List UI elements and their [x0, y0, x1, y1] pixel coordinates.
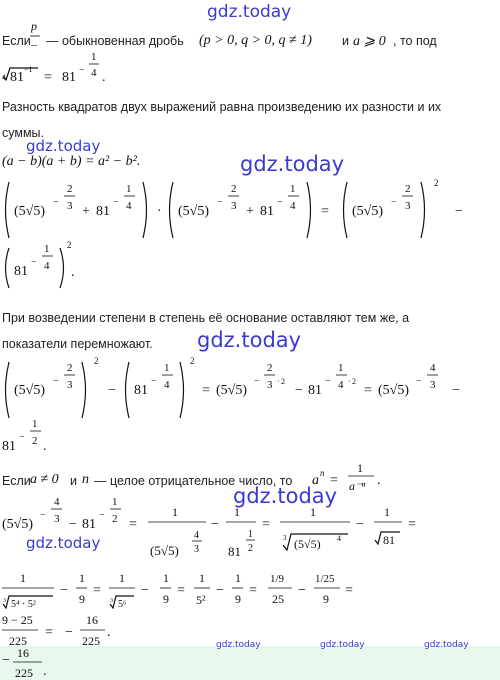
line1-start: Если [2, 34, 31, 48]
sq-1: 2 [434, 178, 439, 188]
paren-open-5 [6, 362, 10, 418]
exp-num-15: 1 [112, 496, 118, 508]
para4-cond: a ≠ 0 [30, 472, 59, 487]
minus-exp-14: − [40, 510, 46, 521]
exp-num-11: 1 [338, 362, 344, 374]
paren-open-4 [6, 248, 10, 288]
period-6: . [43, 664, 47, 679]
watermark-left-1: gdz.today [26, 137, 101, 155]
exp-den-6: 3 [405, 200, 411, 212]
minus-exp-10: − [254, 376, 260, 387]
minus-exp-9: − [151, 376, 157, 387]
f2-exp-num: 1 [248, 529, 253, 540]
minus-exp-7: − [31, 257, 37, 268]
para3-line2: показатели перемножают. [2, 337, 153, 351]
exp-num-2: 2 [67, 183, 73, 195]
minus-10: − [216, 583, 224, 598]
period-3: . [43, 439, 47, 454]
exp-num-12: 4 [430, 362, 436, 374]
para4-start: Если [2, 474, 31, 488]
base81-3: 81 [260, 204, 274, 219]
eq-9: = [93, 583, 101, 598]
f2-exp-den: 2 [248, 543, 253, 554]
g5-den: 5² [196, 593, 206, 607]
f1-exp-den: 3 [194, 544, 199, 555]
base81-8: 81 [82, 517, 96, 532]
minus-exp-5: − [277, 197, 283, 208]
final-num: 16 [17, 646, 29, 660]
eq-4: = [364, 383, 372, 398]
paren-close-1 [143, 182, 147, 238]
minus-exp-4: − [217, 197, 223, 208]
h2-den: 225 [82, 634, 100, 648]
eq-12: = [345, 583, 353, 598]
f1-exp-num: 4 [194, 530, 199, 541]
f3-root-index: 3 [283, 534, 287, 542]
exp-num-9: 1 [164, 362, 170, 374]
g5-num: 1 [199, 571, 205, 585]
base-5s5-3: (5√5) [352, 204, 384, 219]
line1-a: a ⩾ 0 [353, 34, 386, 49]
base81-5: 81 [134, 383, 148, 398]
minus-exp-13: − [19, 432, 25, 443]
watermark-footer-2: gdz.today [320, 640, 365, 650]
h1-num: 9 − 25 [2, 613, 33, 627]
period-2: . [71, 265, 75, 280]
eq-7: = [262, 517, 270, 532]
eq-10: = [177, 583, 185, 598]
identity-formula: (a − b)(a + b) = a² − b². [2, 154, 141, 169]
exp-mul-2: · [348, 377, 351, 386]
base-5s5-7: (5√5) [2, 517, 34, 532]
watermark-footer-3: gdz.today [424, 640, 469, 650]
watermark-footer-1: gdz.today [216, 640, 261, 650]
inv-one: 1 [357, 461, 363, 475]
exp-den-12: 3 [430, 379, 436, 391]
exp-num-4: 2 [231, 183, 237, 195]
root-index: 4 [2, 73, 6, 82]
exp-den-9: 4 [164, 379, 170, 391]
minus-exp-8: − [53, 376, 59, 387]
g7-num: 1/9 [270, 573, 285, 585]
line1-cond: (p > 0, q > 0, q ≠ 1) [199, 33, 312, 48]
base-5s5-1: (5√5) [14, 204, 46, 219]
minus-11: − [298, 583, 306, 598]
g8-num: 1/25 [315, 573, 335, 585]
root-exp: −1 [24, 65, 33, 74]
minus-4: − [452, 383, 460, 398]
inv-a: a [312, 473, 319, 488]
minus-exp-2: − [53, 197, 59, 208]
exp-num-5: 1 [290, 183, 296, 195]
paren-close-3 [421, 182, 425, 238]
g1-expr: 5⁴ · 5² [11, 599, 36, 610]
minus-exp-15: − [99, 510, 105, 521]
f1-num: 1 [172, 505, 178, 519]
f2-base: 81 [228, 544, 241, 559]
f4-num: 1 [384, 505, 390, 519]
para4-mid: — целое отрицательное число, то [94, 474, 293, 488]
watermark-left-2: gdz.today [26, 534, 101, 552]
eq-5: = [330, 473, 338, 488]
g3-num: 1 [119, 571, 125, 585]
paren-open-1 [6, 182, 10, 238]
exp-num-3: 1 [126, 183, 132, 195]
exp-den-3: 4 [126, 200, 132, 212]
frac-p: p [31, 19, 37, 33]
g6-num: 1 [235, 571, 241, 585]
minus-exp-1: − [79, 65, 85, 76]
exp-mul-val-2: 2 [352, 377, 356, 386]
g6-den: 9 [235, 592, 241, 606]
exp-den-11: 4 [338, 379, 344, 391]
base81-2: 81 [96, 204, 110, 219]
exp-den-13: 2 [32, 435, 38, 447]
period-1: . [102, 70, 106, 85]
watermark-center-3: gdz.today [233, 484, 338, 508]
sq-4: 2 [190, 356, 195, 366]
g8-den: 9 [323, 592, 329, 606]
base81-6: 81 [308, 383, 322, 398]
minus-3: − [295, 383, 303, 398]
exp-den-5: 4 [290, 200, 296, 212]
base81-1: 81 [62, 70, 76, 85]
minus-exp-11: − [325, 376, 331, 387]
eq-11: = [249, 583, 257, 598]
inv-n: n [320, 468, 325, 478]
base-5s5-2: (5√5) [178, 204, 210, 219]
paren-open-6 [126, 362, 130, 418]
inv-den: a⁻ⁿ [349, 479, 366, 493]
period-4: . [377, 473, 381, 488]
g4-den: 9 [163, 592, 169, 606]
paren-open-2 [170, 182, 174, 238]
eq-6: = [129, 517, 137, 532]
exp-den-2: 3 [67, 200, 73, 212]
para3-line1: При возведении степени в степень её основание оставляют тем же, а [2, 311, 410, 325]
f3-exp: 4 [337, 534, 341, 543]
h1-den: 225 [9, 634, 27, 648]
paren-open-3 [344, 182, 348, 238]
g3-root-index: 3 [110, 598, 113, 604]
watermark-center-2: gdz.today [197, 328, 302, 352]
exp-num-1: 1 [91, 51, 97, 63]
minus-1: − [455, 204, 463, 219]
dot-1: · [157, 204, 162, 219]
base-5s5-4: (5√5) [14, 383, 46, 398]
root-expr: 81 [10, 70, 24, 85]
base81-7: 81 [2, 439, 16, 454]
exp-den-10: 3 [267, 379, 273, 391]
g4-num: 1 [163, 571, 169, 585]
eq-3: = [202, 383, 210, 398]
plus-2: + [246, 204, 254, 219]
line1-and: и [342, 34, 349, 48]
g2-num: 1 [79, 571, 85, 585]
minus-9: − [141, 583, 149, 598]
minus-7: − [356, 517, 364, 532]
f3-num: 1 [310, 505, 316, 519]
paren-close-2 [307, 182, 311, 238]
minus-2: − [108, 383, 116, 398]
sq-3: 2 [94, 356, 99, 366]
paren-close-6 [180, 362, 184, 418]
exp-den-15: 2 [112, 513, 118, 525]
paren-close-4 [60, 248, 64, 288]
f2-num: 1 [234, 505, 240, 519]
plus-1: + [82, 204, 90, 219]
f3-base: (5√5) [294, 537, 321, 551]
line1-end: , то под [393, 34, 437, 48]
para4-and: и [70, 474, 77, 488]
g1-root-index: 3 [3, 598, 6, 604]
eq-13: = [45, 625, 53, 640]
minus-5: − [69, 517, 77, 532]
exp-num-7: 1 [44, 243, 50, 255]
exp-num-14: 4 [54, 496, 60, 508]
minus-exp-6: − [391, 197, 397, 208]
exp-num-13: 1 [32, 418, 38, 430]
minus-exp-12: − [416, 376, 422, 387]
f1-base: (5√5) [150, 543, 179, 558]
minus-12: − [65, 625, 73, 640]
exp-num-10: 2 [267, 362, 273, 374]
frac-q: – [31, 37, 37, 51]
paren-close-5 [82, 362, 86, 418]
base-5s5-5: (5√5) [216, 383, 248, 398]
exp-mul-val-1: 2 [281, 377, 285, 386]
minus-6: − [211, 517, 219, 532]
minus-8: − [60, 583, 68, 598]
minus-exp-3: − [113, 197, 119, 208]
para2-line2: суммы. [2, 126, 45, 140]
exp-num-6: 2 [405, 183, 411, 195]
g1-num: 1 [20, 571, 26, 585]
h2-num: 16 [86, 613, 98, 627]
period-5: . [107, 625, 111, 640]
g2-den: 9 [79, 592, 85, 606]
base81-4: 81 [14, 264, 28, 279]
minus-13: − [2, 653, 10, 668]
para2-line1: Разность квадратов двух выражений равна произведению их разности и их [2, 100, 442, 114]
g3-expr: 5⁶ [118, 599, 127, 610]
final-den: 225 [15, 666, 33, 680]
watermark-center-1: gdz.today [240, 152, 345, 176]
exp-den-7: 4 [44, 260, 50, 272]
sq-2: 2 [67, 240, 72, 250]
exp-mul-1: · [277, 377, 280, 386]
eq-2: = [321, 204, 329, 219]
line1-mid: — обыкновенная дробь [46, 34, 184, 48]
eq-8: = [408, 517, 416, 532]
g7-den: 25 [272, 592, 284, 606]
base-5s5-6: (5√5) [378, 383, 410, 398]
exp-den-8: 3 [67, 379, 73, 391]
para4-n: n [82, 472, 89, 487]
f4-base: 81 [383, 533, 395, 547]
exp-num-8: 2 [67, 362, 73, 374]
exp-den-14: 3 [54, 513, 60, 525]
exp-den-4: 3 [231, 200, 237, 212]
exp-den-1: 4 [91, 67, 97, 79]
watermark-top: gdz.today [207, 2, 292, 22]
eq-1: = [44, 70, 52, 85]
